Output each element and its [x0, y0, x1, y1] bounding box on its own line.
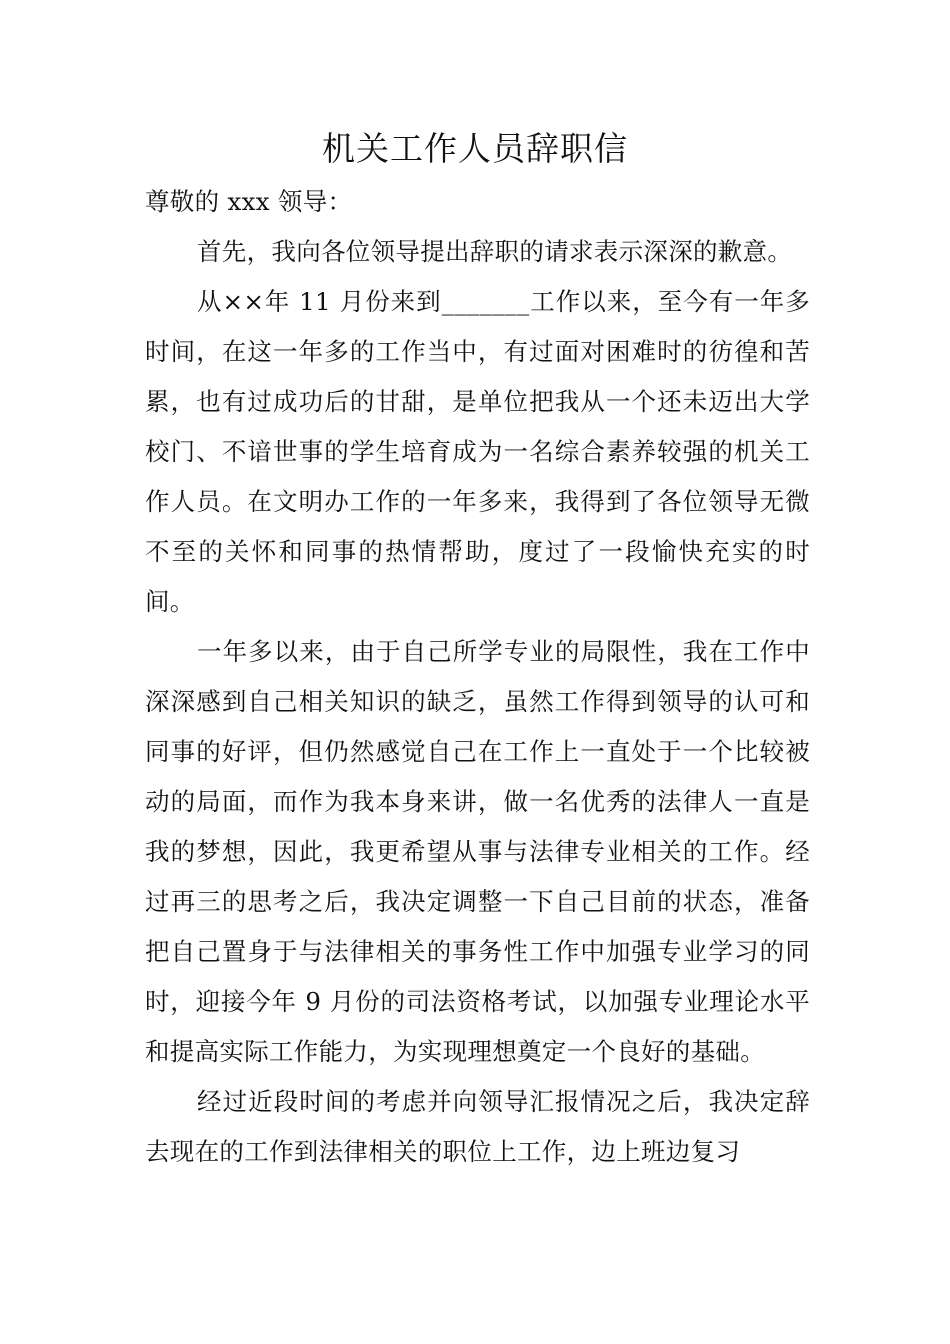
paragraph-reason: 一年多以来，由于自己所学专业的局限性，我在工作中深深感到自己相关知识的缺乏，虽然工作得到领导的认可和同事的好评，但仍然感觉自己在工作上一直处于一个比较被动的局面，而作为我本身来讲，做一名优秀的法律人一直是我的梦想，因此，我更希望从事与法律专业相关的工作。经过再三的思考之后，我决定调整一下自己目前的状态，准备把自己置身于与法律相关的事务性工作中加强专业学习的同时，迎接今年 9 月份的司法资格考试，以加强专业理论水平和提高实际工作能力，为实现理想奠定一个良好的基础。 — [145, 637, 810, 1066]
paragraph-decision: 经过近段时间的考虑并向领导汇报情况之后，我决定辞去现在的工作到法律相关的职位上工作，边上班边复习 — [145, 1087, 810, 1166]
paragraph-apology: 首先，我向各位领导提出辞职的请求表示深深的歉意。 — [197, 237, 793, 266]
salutation: 尊敬的 xxx 领导： — [145, 187, 353, 216]
paragraph-background: 从××年 11 月份来到_______工作以来，至今有一年多时间，在这一年多的工作当中，有过面对困难时的彷徨和苦累，也有过成功后的甘甜，是单位把我从一个还未迈出大学校门、不谙世事的学生培育成为一名综合素养较强的机关工作人员。在文明办工作的一年多来，我得到了各位领导无微不至的关怀和同事的热情帮助，度过了一段愉快充实的时间。 — [145, 287, 810, 616]
document-title: 机关工作人员辞职信 — [322, 129, 628, 168]
letter-body — [145, 177, 810, 1177]
